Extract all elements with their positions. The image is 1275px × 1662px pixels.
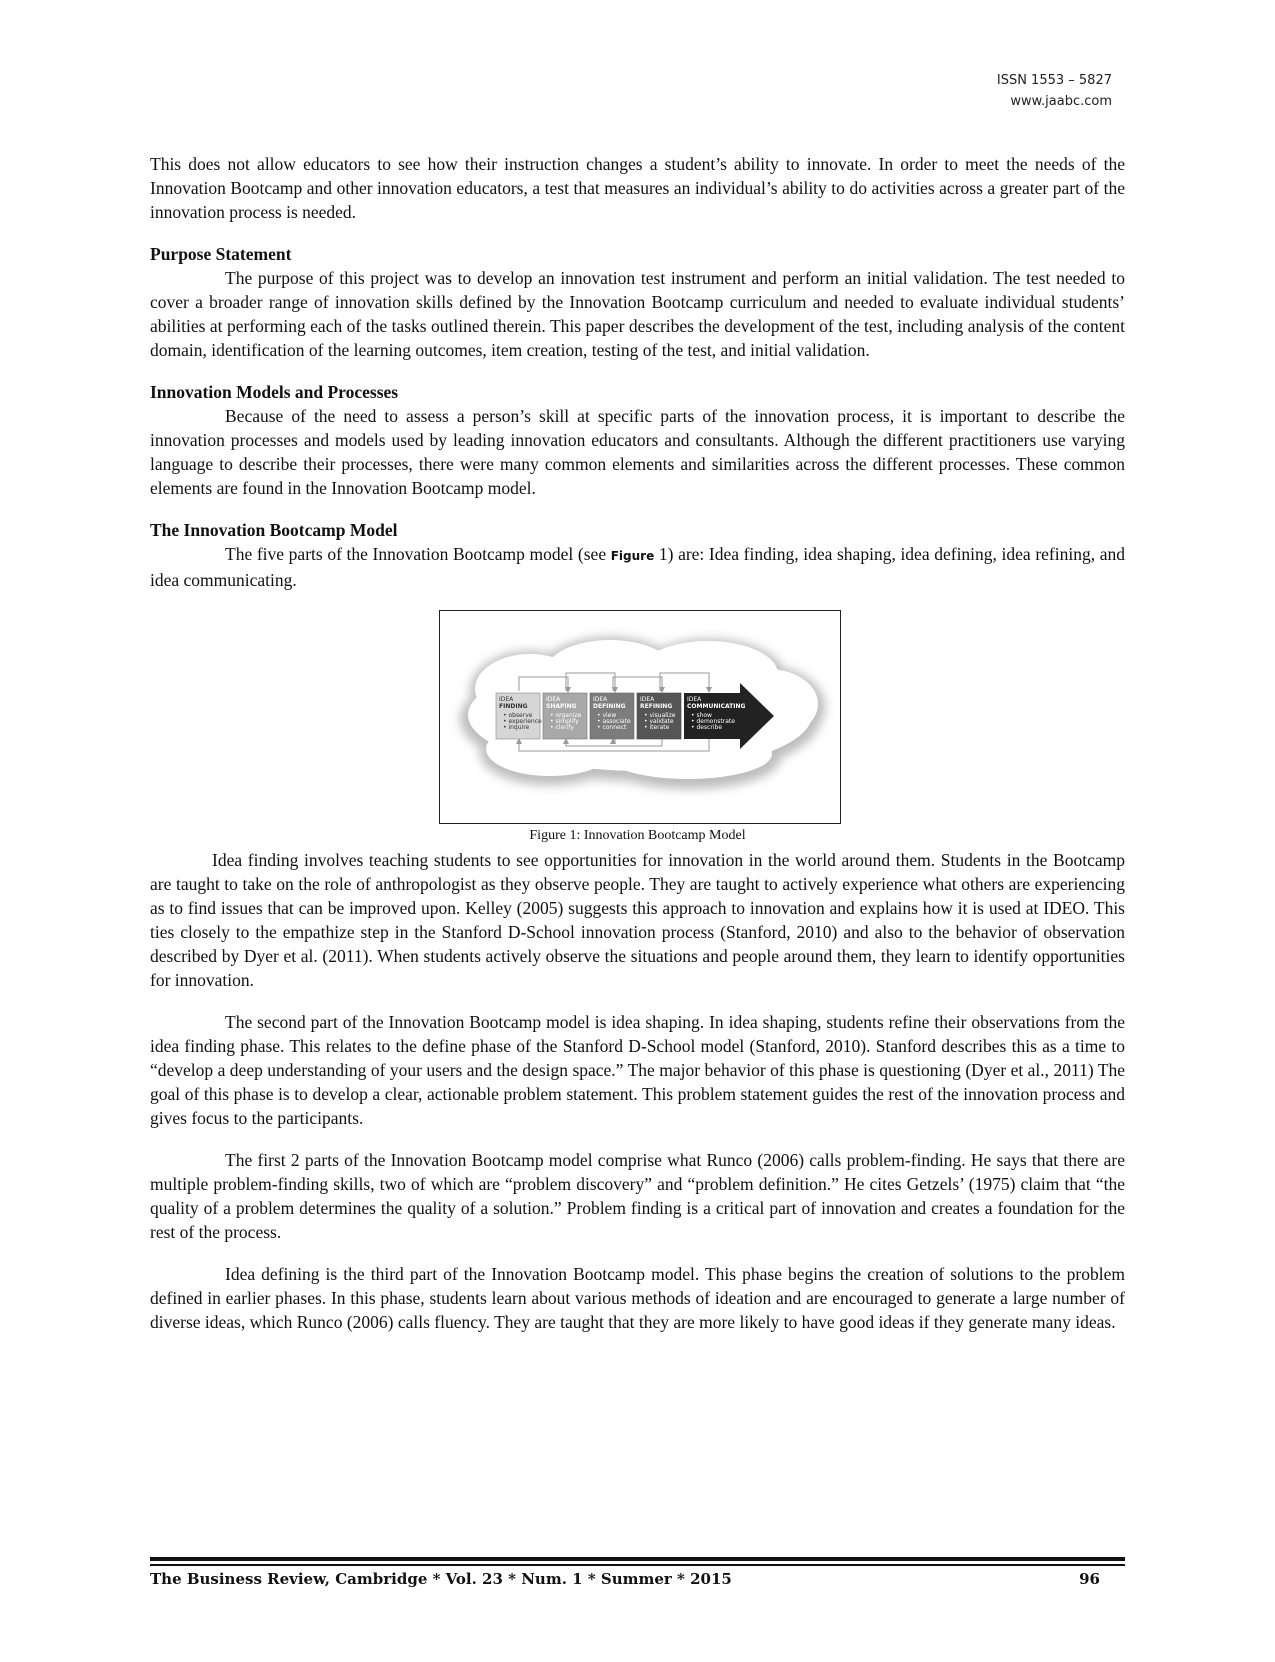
article-body — [150, 152, 1125, 1334]
heading-purpose-statement: Purpose Statement — [150, 244, 292, 264]
paragraph-bootcamp — [150, 542, 1125, 592]
heading-bootcamp-model: The Innovation Bootcamp Model — [150, 520, 398, 540]
stage-finding-item-1: • observe — [503, 712, 533, 719]
paragraph-intro: This does not allow educators to see how their instruction changes a student’s ability to innovate. In order to meet the needs of the Innovation Bootcamp and other innovation educators, a test that measures an individual’s ability to do activities across a greater part of the innovation process is needed. — [150, 154, 1125, 222]
stage-idea-shaping — [543, 693, 587, 739]
stage-defining-top: IDEA — [593, 696, 608, 703]
stage-finding-item-2: • experience — [503, 718, 542, 725]
footer-rule-thick — [150, 1557, 1125, 1561]
stage-finding-top: IDEA — [499, 696, 514, 703]
paragraph-problem-finding: The first 2 parts of the Innovation Bootcamp model comprise what Runco (2006) calls problem-finding. He says that there are multiple problem-finding skills, two of which are “problem discovery” and “problem definition.” He cites Getzels’ (1975) claim that “the quality of a problem determines the quality of a solution.” Problem finding is a critical part of innovation and creates a foundation for the rest of the process. — [150, 1150, 1125, 1242]
footer-rule — [150, 1557, 1125, 1566]
journal-website: www.jaabc.com — [1010, 94, 1112, 109]
stage-refining-top: IDEA — [640, 696, 655, 703]
stage-refining-item-1: • visualize — [644, 712, 676, 719]
issn-number: ISSN 1553 – 5827 — [996, 73, 1112, 88]
stage-shaping-name: SHAPING — [546, 703, 577, 710]
heading-innovation-models: Innovation Models and Processes — [150, 382, 399, 402]
stage-idea-refining — [637, 693, 681, 739]
stage-finding-item-3: • inquire — [503, 724, 530, 731]
paragraph-idea-finding: Idea finding involves teaching students to see opportunities for innovation in the world around them. Students in the Bootcamp are taught to take on the role of anthropologist as they observe people. They are taught to actively experience what others are experiencing as to find issues that can be improved upon. Kelley (2005) suggests this approach to innovation and explains how it is used at IDEO. This ties closely to the empathize step in the Stanford D-School innovation process (Stanford, 2010) and also to the behavior of observation described by Dyer et al. (2011). When students actively observe the situations and people around them, they learn to identify opportunities for innovation. — [150, 850, 1125, 990]
stage-defining-name: DEFINING — [593, 703, 626, 710]
stage-defining-item-2: • associate — [597, 718, 631, 725]
stage-shaping-top: IDEA — [546, 696, 561, 703]
issn-header — [997, 70, 1112, 112]
figure-caption: Figure 1: Innovation Bootcamp Model — [529, 828, 746, 843]
paragraph-idea-shaping: The second part of the Innovation Bootcamp model is idea shaping. In idea shaping, students refine their observations from the idea finding phase. This relates to the define phase of the Stanford D-School model (Stanford, 2010). Stanford describes this as a time to “develop a deep understanding of your users and the design space.” The major behavior of this phase is questioning (Dyer et al., 2011) The goal of this phase is to develop a clear, actionable problem statement. This problem statement guides the rest of the innovation process and gives focus to the participants. — [150, 1012, 1125, 1128]
paragraph-idea-defining: Idea defining is the third part of the Innovation Bootcamp model. This phase begins the creation of solutions to the problem defined in earlier phases. In this phase, students learn about various methods of ideation and are encouraged to generate a large number of diverse ideas, which Runco (2006) calls fluency. They are taught that they are more likely to have good ideas if they generate many ideas. — [150, 1264, 1125, 1332]
stage-shaping-item-2: • simplify — [550, 718, 579, 725]
footer-journal-citation: The Business Review, Cambridge * Vol. 23 * Num. 1 * Summer * 2015 — [150, 1570, 732, 1588]
stage-communicating-name: COMMUNICATING — [687, 703, 746, 710]
footer-rule-thin — [150, 1564, 1125, 1566]
stage-communicating-top: IDEA — [687, 696, 702, 703]
stage-defining-item-1: • view — [597, 712, 617, 719]
footer-page-number: 96 — [1079, 1570, 1100, 1588]
stage-shaping-item-1: • organize — [550, 712, 582, 719]
stage-idea-defining — [590, 693, 634, 739]
paragraph-purpose: The purpose of this project was to develop an innovation test instrument and perform an initial validation. The test needed to cover a broader range of innovation skills defined by the Innovation Bootcamp curriculum and needed to evaluate individual students’ abilities at performing each of the tasks outlined therein. This paper describes the development of the test, including analysis of the content domain, identification of the learning outcomes, item creation, testing of the test, and initial validation. — [150, 268, 1125, 360]
stage-shaping-item-3: • clarify — [550, 724, 574, 731]
stage-refining-name: REFINING — [640, 703, 673, 710]
bootcamp-text-a: The five parts of the Innovation Bootcamp model (see — [225, 544, 611, 564]
stage-communicating-item-1: • show — [691, 712, 712, 719]
stage-refining-item-3: • iterate — [644, 724, 670, 731]
stage-communicating-item-3: • describe — [691, 724, 723, 731]
stage-communicating-item-2: • demonstrate — [691, 718, 735, 725]
figure-reference-link[interactable]: Figure — [610, 549, 655, 563]
bootcamp-diagram — [440, 611, 840, 823]
paragraph-models: Because of the need to assess a person’s skill at specific parts of the innovation process, it is important to describe the innovation processes and models used by leading innovation educators and consultants. Although the different practitioners use varying language to describe their processes, there were many common elements and similarities across the different processes. These common elements are found in the Innovation Bootcamp model. — [150, 406, 1125, 498]
stage-finding-name: FINDING — [499, 703, 528, 710]
stage-idea-finding — [496, 693, 542, 739]
stage-defining-item-3: • connect — [597, 724, 627, 731]
figure-innovation-bootcamp — [439, 610, 841, 824]
stage-refining-item-2: • validate — [644, 718, 674, 725]
bootcamp-text-b: 1) are: Idea finding, idea shaping, idea defining, idea refining, and idea communicating. — [150, 544, 1125, 590]
